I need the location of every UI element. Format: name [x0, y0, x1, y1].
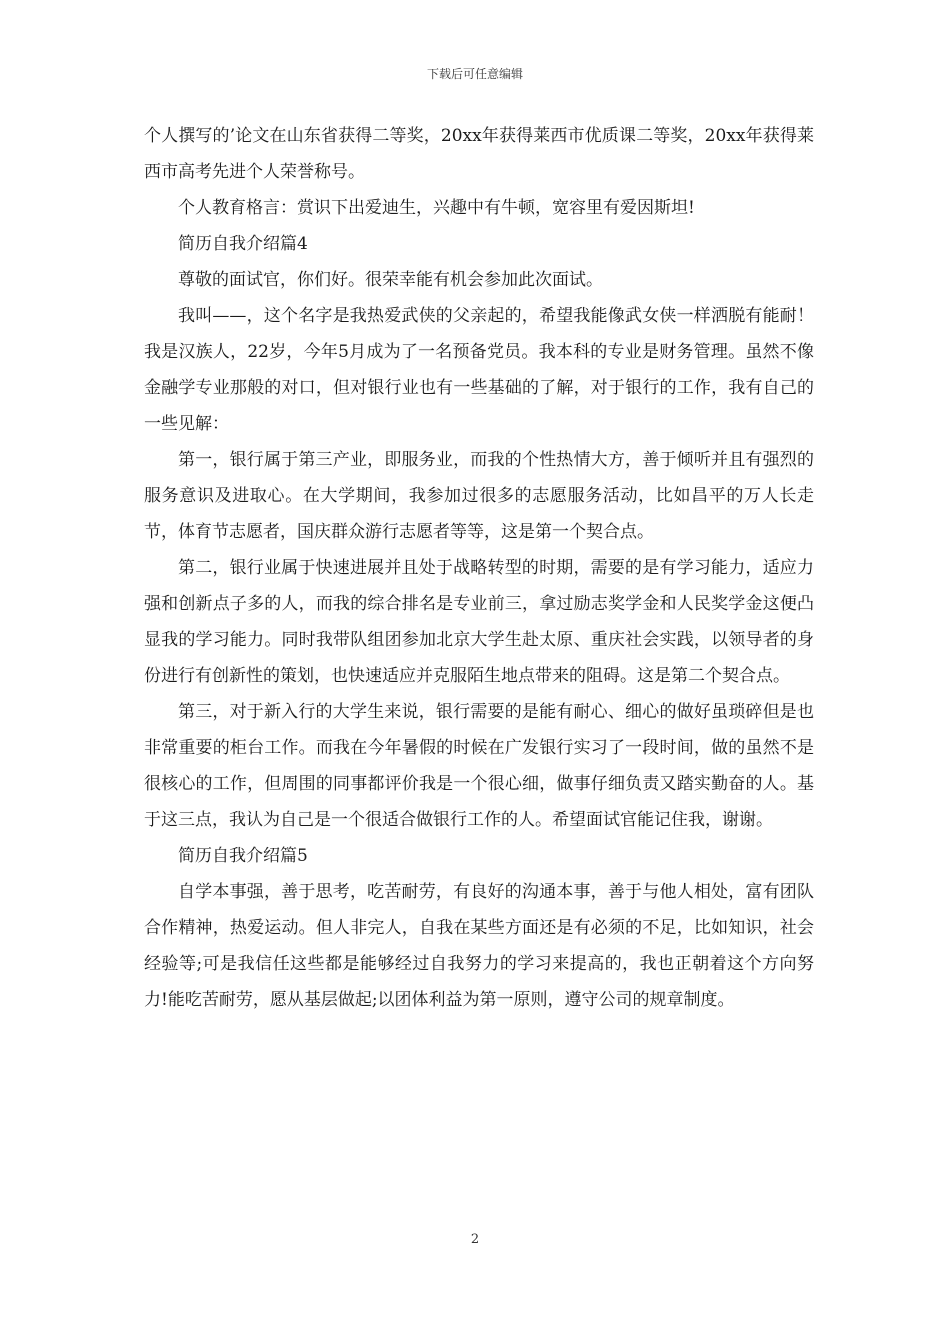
section-heading-5: 简历自我介绍篇5: [178, 846, 308, 866]
paragraph-self-intro: 我叫——，这个名字是我热爱武侠的父亲起的，希望我能像武女侠一样洒脱有能耐！我是汉族人，22岁，今年5月成为了一名预备党员。我本科的专业是财务管理。虽然不像金融学专业那般的对口，但对银行业也有一些基础的了解，对于银行的工作，我有自己的一些见解：: [144, 306, 814, 434]
paragraph-point-two: 第二，银行业属于快速进展并且处于战略转型的时期，需要的是有学习能力，适应力强和创新点子多的人，而我的综合排名是专业前三，拿过励志奖学金和人民奖学金这便凸显我的学习能力。同时我带队组团参加北京大学生赴太原、重庆社会实践，以领导者的身份进行有创新性的策划，也快速适应并克服陌生地点带来的阻碍。这是第二个契合点。: [144, 558, 814, 686]
page-header: 下载后可任意编辑: [426, 67, 523, 81]
document-body: [144, 118, 814, 1018]
paragraph-strengths: 自学本事强，善于思考，吃苦耐劳，有良好的沟通本事，善于与他人相处，富有团队合作精神，热爱运动。但人非完人，自我在某些方面还是有必须的不足，比如知识，社会经验等;可是我信任这些都是能够经过自我努力的学习来提高的，我也正朝着这个方向努力!能吃苦耐劳，愿从基层做起;以团体利益为第一原则，遵守公司的规章制度。: [144, 882, 814, 1010]
paragraph-point-one: 第一，银行属于第三产业，即服务业，而我的个性热情大方，善于倾听并且有强烈的服务意识及进取心。在大学期间，我参加过很多的志愿服务活动，比如昌平的万人长走节，体育节志愿者，国庆群众游行志愿者等等，这是第一个契合点。: [144, 450, 814, 542]
page-number: 2: [470, 1232, 480, 1247]
paragraph-greeting: 尊敬的面试官，你们好。很荣幸能有机会参加此次面试。: [178, 270, 603, 290]
section-heading-4: 简历自我介绍篇4: [178, 234, 308, 254]
paragraph-point-three: 第三，对于新入行的大学生来说，银行需要的是能有耐心、细心的做好虽琐碎但是也非常重要的柜台工作。而我在今年暑假的时候在广发银行实习了一段时间，做的虽然不是很核心的工作，但周围的同事都评价我是一个很心细，做事仔细负责又踏实勤奋的人。基于这三点，我认为自己是一个很适合做银行工作的人。希望面试官能记住我，谢谢。: [144, 702, 814, 830]
paragraph-education-motto: 个人教育格言：赏识下出爱迪生，兴趣中有牛顿，宽容里有爱因斯坦!: [178, 198, 695, 218]
paragraph-award-continuation: 个人撰写的’论文在山东省获得二等奖，20xx年获得莱西市优质课二等奖，20xx年获得莱西市高考先进个人荣誉称号。: [144, 126, 814, 182]
